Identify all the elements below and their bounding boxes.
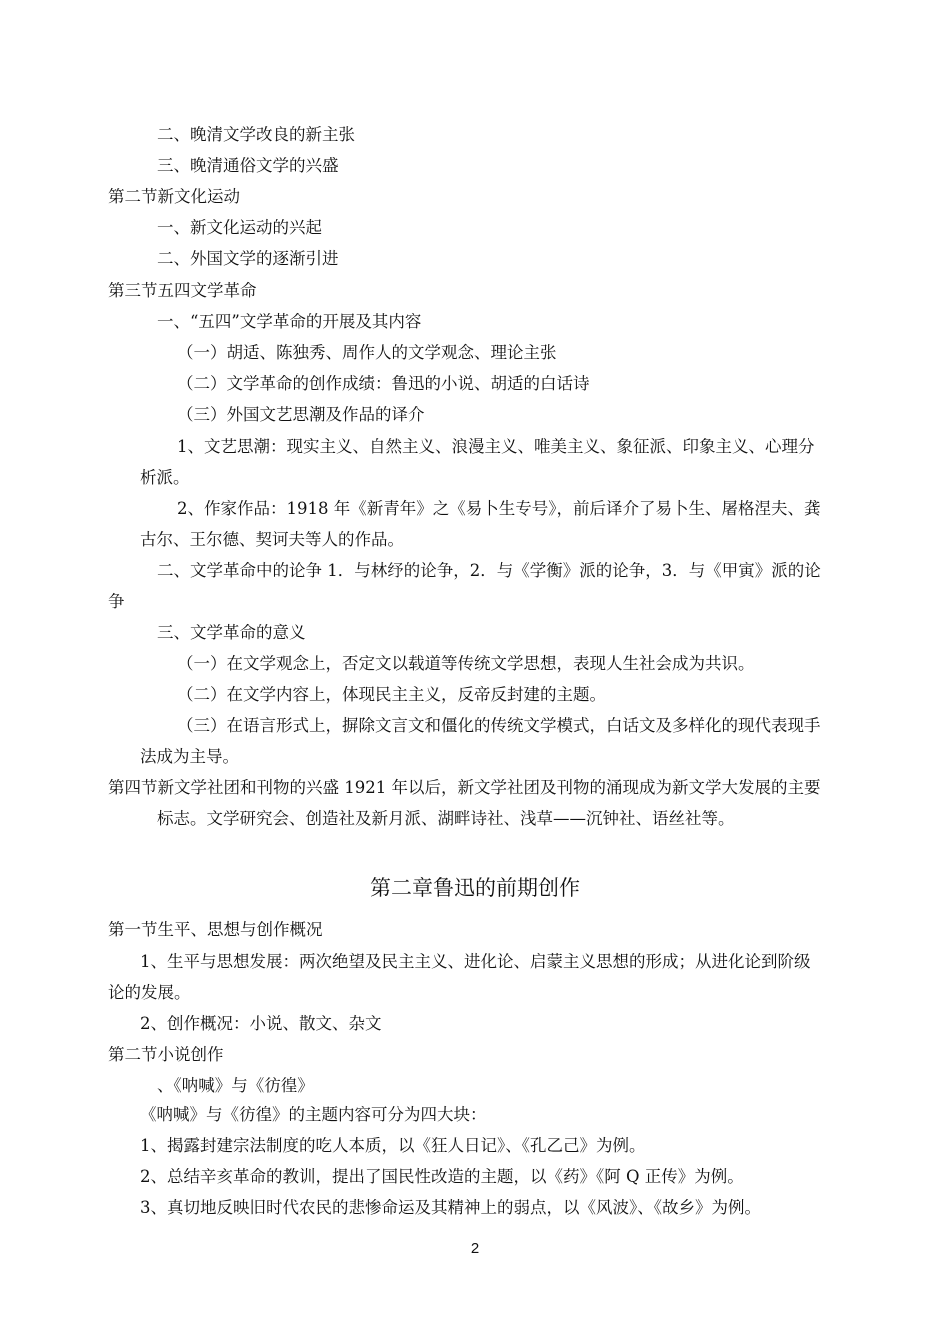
text-line: 1、揭露封建宗法制度的吃人本质，以《狂人日记》、《孔乙己》为例。 — [140, 1136, 646, 1155]
text-line: 2、创作概况：小说、散文、杂文 — [140, 1014, 382, 1033]
text-line: 二、晚清文学改良的新主张 — [157, 125, 355, 144]
text-line: 一、“五四”文学革命的开展及其内容 — [157, 312, 422, 331]
text-line: （一）在文学观念上，否定文以载道等传统文学思想，表现人生社会成为共识。 — [177, 654, 755, 673]
section-heading: 第三节五四文学革命 — [108, 281, 257, 300]
text-line: 1、生平与思想发展：两次绝望及民主主义、进化论、启蒙主义思想的形成；从进化论到阶级 — [140, 952, 811, 971]
page-number: 2 — [470, 1240, 480, 1257]
text-line: 2、作家作品：1918 年《新青年》之《易卜生专号》，前后译介了易卜生、屠格涅夫、龚 — [177, 499, 821, 518]
text-line: 、《呐喊》与《彷徨》 — [157, 1076, 314, 1095]
section-heading: 第二节新文化运动 — [108, 187, 240, 206]
text-line: （三）外国文艺思潮及作品的译介 — [177, 405, 425, 424]
text-line: （一）胡适、陈独秀、周作人的文学观念、理论主张 — [177, 343, 557, 362]
text-line: 二、外国文学的逐渐引进 — [157, 249, 339, 268]
text-line: 三、文学革命的意义 — [157, 623, 306, 642]
section-heading: 第一节生平、思想与创作概况 — [108, 920, 323, 939]
section-heading: 第二节小说创作 — [108, 1045, 224, 1064]
text-line: 论的发展。 — [108, 983, 191, 1002]
text-line: 《呐喊》与《彷徨》的主题内容可分为四大块： — [140, 1105, 487, 1124]
text-line: 3、真切地反映旧时代农民的悲惨命运及其精神上的弱点，以《风波》、《故乡》为例。 — [140, 1198, 761, 1217]
text-line: （二）文学革命的创作成绩：鲁迅的小说、胡适的白话诗 — [177, 374, 590, 393]
text-line: 三、晚清通俗文学的兴盛 — [157, 156, 339, 175]
text-line: （三）在语言形式上，摒除文言文和僵化的传统文学模式，白话文及多样化的现代表现手 — [177, 716, 821, 735]
chapter-title: 第二章鲁迅的前期创作 — [370, 876, 580, 900]
text-line: 古尔、王尔德、契诃夫等人的作品。 — [140, 530, 404, 549]
text-line: （二）在文学内容上，体现民主主义，反帝反封建的主题。 — [177, 685, 606, 704]
text-line: 析派。 — [140, 468, 190, 487]
text-line: 法成为主导。 — [140, 747, 239, 766]
text-line: 1、文艺思潮：现实主义、自然主义、浪漫主义、唯美主义、象征派、印象主义、心理分 — [177, 437, 815, 456]
text-line: 2、总结辛亥革命的教训，提出了国民性改造的主题，以《药》《阿 Q 正传》为例。 — [140, 1167, 744, 1186]
text-line: 一、新文化运动的兴起 — [157, 218, 322, 237]
section-heading: 第四节新文学社团和刊物的兴盛 1921 年以后，新文学社团及刊物的涌现成为新文学大发展的主要 — [108, 778, 821, 797]
text-line: 标志。文学研究会、创造社及新月派、湖畔诗社、浅草——沉钟社、语丝社等。 — [157, 809, 735, 828]
text-line: 争 — [108, 592, 125, 611]
text-line: 二、文学革命中的论争 1．与林纾的论争，2．与《学衡》派的论争，3．与《甲寅》派的论 — [157, 561, 821, 580]
